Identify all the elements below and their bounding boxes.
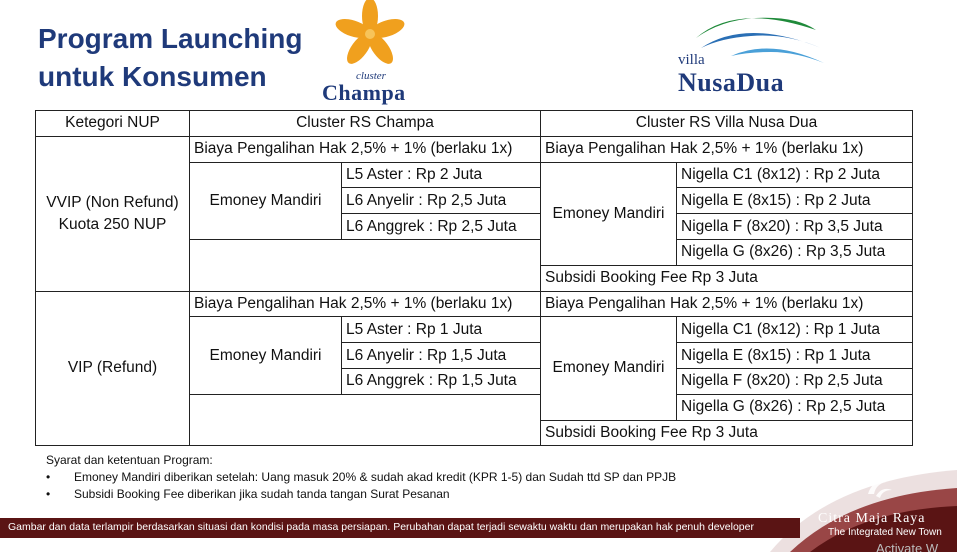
champa-empty-cell xyxy=(190,394,541,446)
header-category: Ketegori NUP xyxy=(36,111,190,137)
category-line: VVIP (Non Refund) xyxy=(46,193,179,211)
terms-heading: Syarat dan ketentuan Program: xyxy=(46,453,213,467)
champa-emoney-label: Emoney Mandiri xyxy=(190,317,342,394)
table-row xyxy=(36,291,913,317)
nusa-subsidi-cell: Subsidi Booking Fee Rp 3 Juta xyxy=(541,265,913,291)
nusa-item-cell: Nigella G (8x26) : Rp 2,5 Juta xyxy=(677,394,913,420)
citra-logo-tagline: The Integrated New Town xyxy=(828,527,942,538)
nusa-logo-small: villa xyxy=(678,52,705,68)
category-line: VIP (Refund) xyxy=(67,359,158,377)
nusa-item-cell: Nigella E (8x15) : Rp 2 Juta xyxy=(677,188,913,214)
champa-item-cell: L5 Aster : Rp 2 Juta xyxy=(342,162,541,188)
table-row xyxy=(36,136,913,162)
nusa-item-cell: Nigella C1 (8x12) : Rp 2 Juta xyxy=(677,162,913,188)
champa-biaya-cell: Biaya Pengalihan Hak 2,5% + 1% (berlaku 1x) xyxy=(190,291,541,317)
table-header-row xyxy=(36,111,913,137)
terms-notes xyxy=(46,452,676,503)
champa-logo-small: cluster xyxy=(356,70,386,82)
list-item: • Subsidi Booking Fee diberikan jika sudah tanda tangan Surat Pesanan xyxy=(46,486,676,503)
nusa-item-cell: Nigella C1 (8x12) : Rp 1 Juta xyxy=(677,317,913,343)
nusa-item-cell: Nigella F (8x20) : Rp 2,5 Juta xyxy=(677,368,913,394)
program-table xyxy=(35,110,913,446)
champa-item-cell: L6 Anyelir : Rp 1,5 Juta xyxy=(342,343,541,369)
terms-list xyxy=(46,469,676,503)
champa-biaya-cell: Biaya Pengalihan Hak 2,5% + 1% (berlaku 1x) xyxy=(190,136,541,162)
nusa-logo-name: NusaDua xyxy=(678,68,785,97)
category-line: Kuota 250 NUP xyxy=(58,215,167,233)
activate-watermark: Activate W xyxy=(876,541,939,552)
champa-item-cell: L5 Aster : Rp 1 Juta xyxy=(342,317,541,343)
nusa-item-cell: Nigella F (8x20) : Rp 3,5 Juta xyxy=(677,214,913,240)
header-nusadua: Cluster RS Villa Nusa Dua xyxy=(541,111,913,137)
header-champa: Cluster RS Champa xyxy=(190,111,541,137)
list-item: • Emoney Mandiri diberikan setelah: Uang masuk 20% & sudah akad kredit (KPR 1-5) dan Sudah ttd SP dan PPJB xyxy=(46,469,676,486)
champa-emoney-label: Emoney Mandiri xyxy=(190,162,342,239)
footer-disclaimer: Gambar dan data terlampir berdasarkan situasi dan kondisi pada masa persiapan. Perubahan dapat terjadi sewaktu waktu dan merupakan hak penuh developer xyxy=(8,521,754,533)
nusa-item-cell: Nigella E (8x15) : Rp 1 Juta xyxy=(677,343,913,369)
citra-logo-name: Citra Maja Raya xyxy=(818,511,926,526)
page-title-line2: untuk Konsumen xyxy=(38,61,267,92)
champa-logo-name: Champa xyxy=(322,80,406,105)
nusa-biaya-cell: Biaya Pengalihan Hak 2,5% + 1% (berlaku 1x) xyxy=(541,291,913,317)
category-cell xyxy=(36,136,190,291)
category-cell xyxy=(36,291,190,446)
nusa-item-cell: Nigella G (8x26) : Rp 3,5 Juta xyxy=(677,239,913,265)
champa-empty-cell xyxy=(190,239,541,291)
nusa-biaya-cell: Biaya Pengalihan Hak 2,5% + 1% (berlaku 1x) xyxy=(541,136,913,162)
page-title xyxy=(38,20,302,96)
champa-item-cell: L6 Anyelir : Rp 2,5 Juta xyxy=(342,188,541,214)
page-title-line1: Program Launching xyxy=(38,23,303,54)
nusa-emoney-label: Emoney Mandiri xyxy=(541,317,677,420)
nusa-subsidi-cell: Subsidi Booking Fee Rp 3 Juta xyxy=(541,420,913,446)
champa-item-cell: L6 Anggrek : Rp 2,5 Juta xyxy=(342,214,541,240)
champa-item-cell: L6 Anggrek : Rp 1,5 Juta xyxy=(342,368,541,394)
nusa-emoney-label: Emoney Mandiri xyxy=(541,162,677,265)
